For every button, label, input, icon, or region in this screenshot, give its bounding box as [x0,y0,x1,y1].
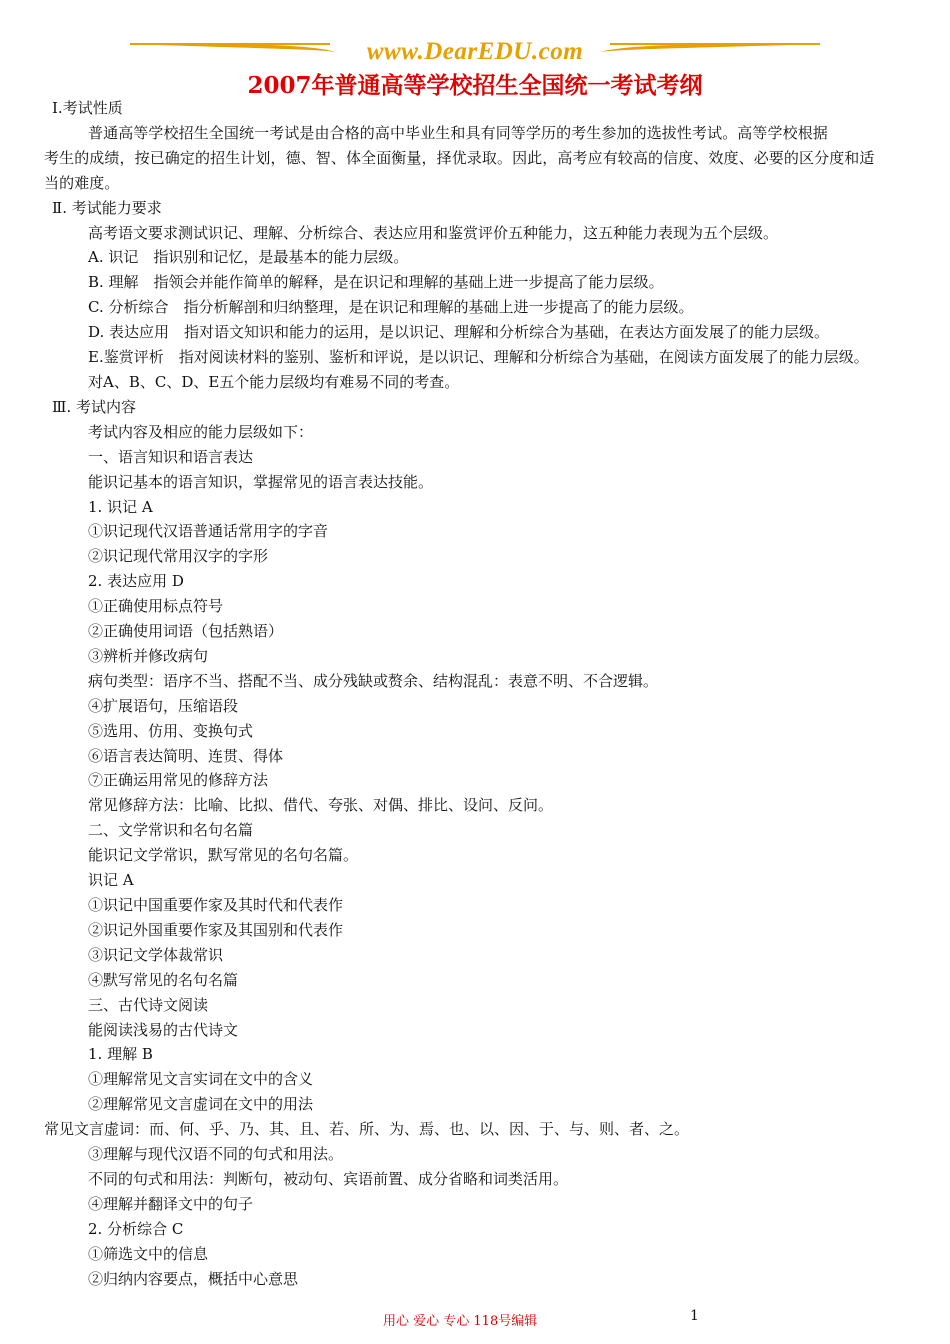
list-item: ⑦正确运用常见的修辞方法 [88,771,269,790]
paragraph-line: 不同的句式和用法：判断句，被动句、宾语前置、成分省略和词类活用。 [88,1169,569,1188]
list-item: ②归纳内容要点，概括中心意思 [88,1269,299,1288]
list-item: ③辨析并修改病句 [88,646,209,665]
paragraph-line: 能识记文学常识，默写常见的名句名篇。 [88,846,359,865]
paragraph-line: 普通高等学校招生全国统一考试是由合格的高中毕业生和具有同等学历的考生参加的选拔性考试。高等学校根据 [88,123,828,142]
list-item: ④理解并翻译文中的句子 [88,1194,254,1213]
page-title: 2007年普通高等学校招生全国统一考试考纲 [247,72,703,99]
list-item: C. 分析综合 指分析解剖和归纳整理，是在识记和理解的基础上进一步提高了的能力层级。 [88,298,694,317]
paragraph-line: 病句类型：语序不当、搭配不当、成分残缺或赘余、结构混乱：表意不明、不合逻辑。 [88,671,659,690]
list-item: ③识记文学体裁常识 [88,945,224,964]
list-item: 2. 分析综合 C [88,1219,184,1238]
list-item: ①筛选文中的信息 [88,1244,209,1263]
subsection-heading: 一、语言知识和语言表达 [88,447,254,466]
paragraph-line: 对A、B、C、D、E五个能力层级均有难易不同的考查。 [88,372,460,391]
list-item: 1. 识记 A [88,497,153,516]
list-item: ⑥语言表达简明、连贯、得体 [88,746,284,765]
paragraph-line: 常见修辞方法：比喻、比拟、借代、夸张、对偶、排比、设问、反问。 [88,796,554,815]
list-item: B. 理解 指领会并能作简单的解释，是在识记和理解的基础上进一步提高了能力层级。 [88,273,664,292]
list-item: ②识记外国重要作家及其国别和代表作 [88,920,344,939]
list-item: ③理解与现代汉语不同的句式和用法。 [88,1145,344,1164]
document-body [44,96,914,1292]
list-item: 识记 A [88,871,134,890]
list-item: ①识记现代汉语普通话常用字的字音 [88,522,329,541]
list-item: ④扩展语句，压缩语段 [88,696,239,715]
list-item: ②理解常见文言虚词在文中的用法 [88,1095,314,1114]
list-item: 1. 理解 B [88,1045,153,1064]
paragraph-line: 当的难度。 [44,173,120,192]
subsection-heading: 三、古代诗文阅读 [88,995,209,1014]
list-item: ①理解常见文言实词在文中的含义 [88,1070,314,1089]
section-heading-3: Ⅲ. 考试内容 [52,397,137,416]
list-item: ②识记现代常用汉字的字形 [88,547,269,566]
list-item: D. 表达应用 指对语文知识和能力的运用，是以识记、理解和分析综合为基础，在表达方面发展了的能力层级。 [88,323,830,342]
list-item: ②正确使用词语（包括熟语） [88,622,284,641]
paragraph-line: 能阅读浅易的古代诗文 [88,1020,239,1039]
page-number: 1 [690,1308,699,1324]
site-name: www.DearEDU.com [366,38,584,65]
paragraph-line: 常见文言虚词：而、何、乎、乃、其、且、若、所、为、焉、也、以、因、于、与、则、者、之。 [44,1120,690,1139]
paragraph-line: 能识记基本的语言知识，掌握常见的语言表达技能。 [88,472,434,491]
list-item: ①识记中国重要作家及其时代和代表作 [88,896,344,914]
list-item: E.鉴赏评析 指对阅读材料的鉴别、鉴析和评说，是以识记、理解和分析综合为基础，在阅读方面发展了的能力层级。 [88,348,869,367]
section-heading-2: Ⅱ. 考试能力要求 [52,198,162,217]
paragraph-line: 高考语文要求测试识记、理解、分析综合、表达应用和鉴赏评价五种能力，这五种能力表现为五个层级。 [88,223,779,242]
list-item: 2. 表达应用 D [88,572,184,591]
list-item: ①正确使用标点符号 [88,597,224,616]
paragraph-line: 考生的成绩，按已确定的招生计划，德、智、体全面衡量，择优录取。因此，高考应有较高的信度、效度、必要的区分度和适 [44,148,875,167]
footer-text: 用心 爱心 专心 118号编辑 [383,1314,538,1329]
list-item: A. 识记 指识别和记忆，是最基本的能力层级。 [88,248,409,267]
paragraph-line: 考试内容及相应的能力层级如下： [88,422,314,441]
section-heading-1: Ⅰ.考试性质 [52,99,123,117]
list-item: ④默写常见的名句名篇 [88,970,239,989]
subsection-heading: 二、文学常识和名句名篇 [88,821,254,840]
list-item: ⑤选用、仿用、变换句式 [88,721,254,740]
